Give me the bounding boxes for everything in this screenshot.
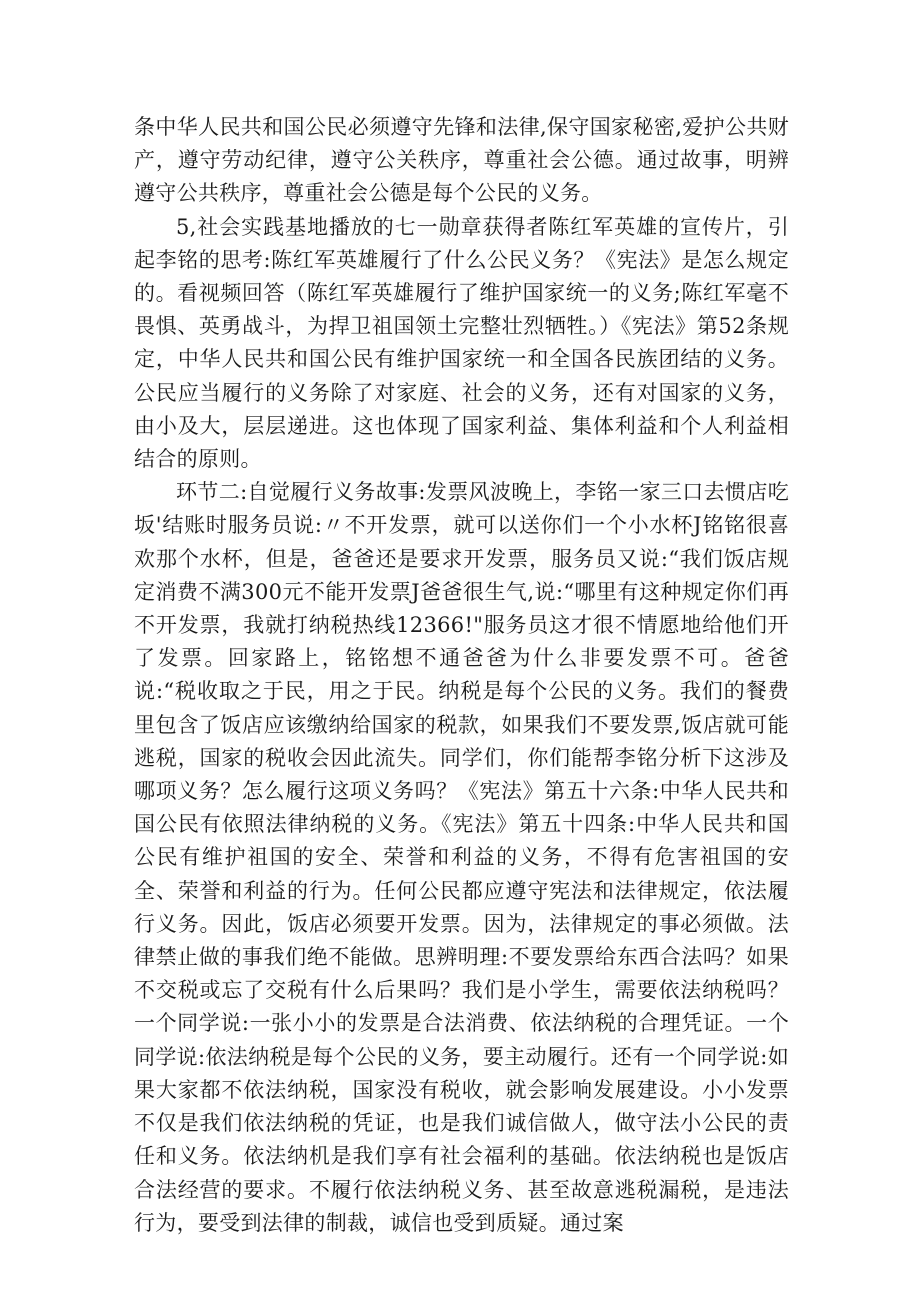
paragraph-constitution-public-order: 条中华人民共和国公民必须遵守先锋和法律,保守国家秘密,爱护公共财产，遵守劳动纪律，遵守公关秩序，尊重社会公德。通过故事，明辨遵守公共秩序，尊重社会公德是每个公民的义务。 bbox=[134, 115, 789, 206]
paragraph-tax-duty-story: 环节二:自觉履行义务故事:发票风波晚上，李铭一家三口去惯店吃坂'结账时服务员说:〃不开发票，就可以送你们一个小水杯J铭铭很喜欢那个水杯，但是，爸爸还是要求开发票，服务员又说:“我们饭店规定消费不满300元不能开发票J爸爸很生气,说:“哪里有这种规定你们再不开发票，我就打纳税热线12366!"服务员这才很不情愿地给他们开了发票。回家路上，铭铭想不通爸爸为什么非要发票不可。爸爸说:“税收取之于民，用之于民。纳税是每个公民的义务。我们的餐费里包含了饭店应该缴纳给国家的税款，如果我们不要发票,饭店就可能逃税，国家的税收会因此流失。同学们，你们能帮李铭分析下这涉及哪项义务？怎么履行这项义务吗？《宪法》第五十六条:中华人民共和国公民有依照法律纳税的义务。《宪法》第五十四条:中华人民共和国公民有维护祖国的安全、荣誉和利益的义务，不得有危害祖国的安全、荣誉和利益的行为。任何公民都应遵守宪法和法律规定，依法履行义务。因此，饭店必须要开发票。因为，法律规定的事必须做。法律禁止做的事我们绝不能做。思辨明理:不要发票给东西合法吗？如果不交税或忘了交税有什么后果吗？我们是小学生，需要依法纳税吗？一个同学说:一张小小的发票是合法消费、依法纳税的合理凭证。一个同学说:依法纳税是每个公民的义务，要主动履行。还有一个同学说:如果大家都不依法纳税，国家没有税收，就会影响发展建设。小小发票不仅是我们依法纳税的凭证，也是我们诚信做人，做守法小公民的责任和义务。依法纳机是我们享有社会福利的基础。依法纳税也是饭店合法经营的要求。不履行依法纳税义务、甚至故意逃税漏税，是违法行为，要受到法律的制裁，诚信也受到质疑。通过案 bbox=[134, 480, 789, 1235]
document-body bbox=[134, 111, 789, 1240]
paragraph-national-unity-duty: 5,社会实践基地播放的七一勋章获得者陈红军英雄的宣传片，引起李铭的思考:陈红军英雄履行了什么公民义务？《宪法》是怎么规定的。看视频回答（陈红军英雄履行了维护国家统一的义务;陈红军毫不畏惧、英勇战斗，为捍卫祖国领土完整壮烈牺牲。）《宪法》第52条规定，中华人民共和国公民有维护国家统一和全国各民族团结的义务。公民应当履行的义务除了对家庭、社会的义务，还有对国家的义务，由小及大，层层递进。这也体现了国家利益、集体利益和个人利益相结合的原则。 bbox=[134, 214, 789, 472]
